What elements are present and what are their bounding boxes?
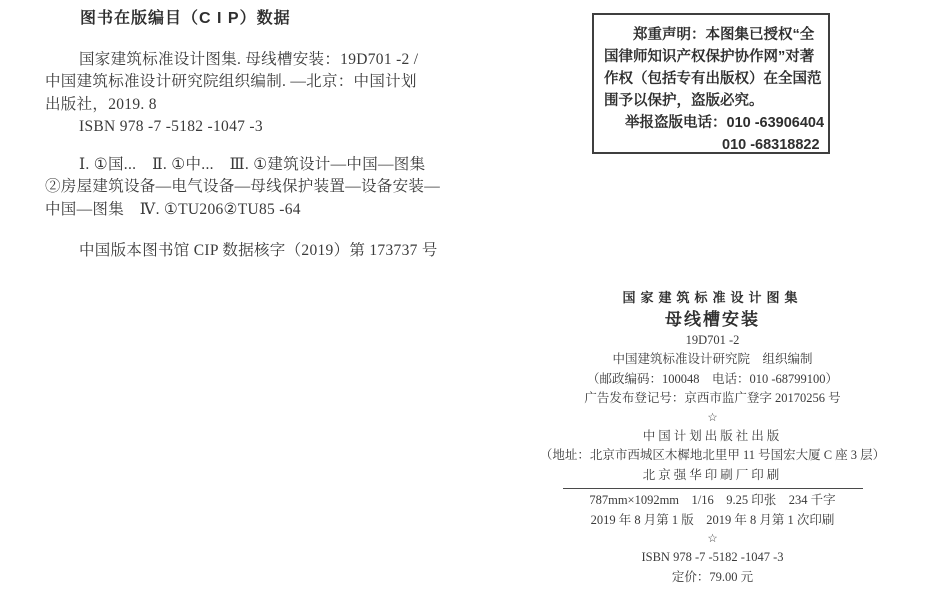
- divider-rule: [563, 488, 863, 489]
- colophon: [490, 288, 935, 587]
- isbn-line: ISBN 978 -7 -5182 -1047 -3: [641, 550, 784, 564]
- cip-class-line-1: Ⅰ. ①国... Ⅱ. ①中... Ⅲ. ①建筑设计—中国—图集: [79, 155, 426, 173]
- star-divider-1: ☆: [707, 411, 718, 424]
- cip-class-line-3: 中国—图集 Ⅳ. ①TU206②TU85 -64: [45, 200, 301, 218]
- cip-entry-line-2: 中国建筑标准设计研究院组织编制. —北京：中国计划: [45, 73, 417, 90]
- piracy-hotline-phone-2: 010 -68318822: [722, 137, 820, 153]
- printer-line: 北京强华印刷厂印刷: [642, 467, 783, 482]
- notice-line-1: 郑重声明：本图集已授权“全: [633, 27, 815, 43]
- publisher-line: 中国计划出版社出版: [642, 428, 783, 443]
- series-title: 国家建筑标准设计图集: [622, 290, 803, 305]
- ad-license-line: 广告发布登记号：京西市监广登字 20170256 号: [584, 391, 841, 405]
- cip-entry-line-3: 出版社，2019. 8: [45, 95, 157, 113]
- cip-entry: [45, 49, 485, 139]
- notice-line-2: 国律师知识产权保护协作网”对著: [604, 49, 815, 65]
- cip-entry-isbn: ISBN 978 -7 -5182 -1047 -3: [79, 118, 263, 135]
- publisher-address: （地址：北京市西城区木樨地北里甲 11 号国宏大厦 C 座 3 层）: [539, 448, 886, 462]
- notice-line-3: 作权（包括专有出版权）在全国范: [604, 71, 822, 87]
- piracy-hotline-phone-1: 举报盗版电话：010 -63906404: [625, 115, 825, 131]
- notice-line-4: 围予以保护，盗版必究。: [604, 93, 764, 109]
- atlas-code: 19D701 -2: [685, 332, 740, 347]
- cip-entry-line-1: 国家建筑标准设计图集. 母线槽安装：19D701 -2 /: [79, 50, 419, 68]
- edition-line: 2019 年 8 月第 1 版 2019 年 8 月第 1 次印刷: [590, 512, 835, 527]
- cip-classification: [45, 154, 485, 222]
- star-divider-2: ☆: [707, 533, 718, 545]
- cip-heading: 图书在版编目（C I P）数据: [80, 10, 291, 27]
- price-line: 定价：79.00 元: [671, 569, 754, 584]
- editor-line: 中国建筑标准设计研究院 组织编制: [612, 352, 813, 366]
- cip-data-block: [45, 8, 485, 263]
- format-line: 787mm×1092mm 1/16 9.25 印张 234 千字: [589, 493, 836, 507]
- copyright-notice-box: [592, 13, 830, 154]
- cip-class-line-2: ②房屋建筑设备—电气设备—母线保护装置—设备安装—: [45, 178, 441, 195]
- book-title: 母线槽安装: [665, 309, 760, 329]
- contact-line: （邮政编码：100048 电话：010 -68799100）: [586, 371, 839, 386]
- cip-record-number: 中国版本图书馆 CIP 数据核字（2019）第 173737 号: [79, 242, 438, 259]
